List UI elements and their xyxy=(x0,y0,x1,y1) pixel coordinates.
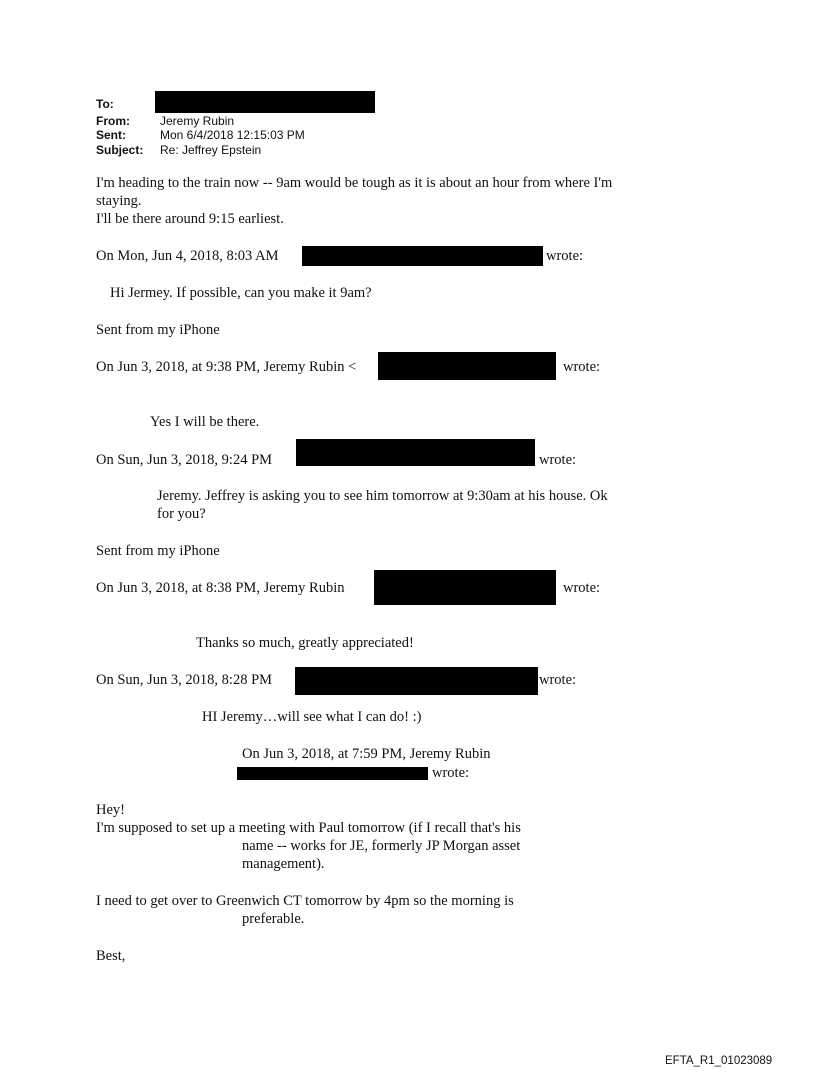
message-line: I'll be there around 9:15 earliest. xyxy=(96,211,284,227)
redaction-bar xyxy=(237,767,428,780)
subject-label: Subject: xyxy=(96,143,144,157)
quote-wrote: wrote: xyxy=(539,672,577,688)
quote-attribution: On Mon, Jun 4, 2018, 8:03 AM xyxy=(96,248,279,264)
message-line: Hey! xyxy=(96,802,125,818)
message-line: I'm supposed to set up a meeting with Paul tomorrow (if I recall that's his xyxy=(96,820,521,836)
document-id: EFTA_R1_01023089 xyxy=(665,1055,773,1067)
message-line: management). xyxy=(242,856,325,872)
redaction-bar xyxy=(302,246,543,266)
quote-attribution: On Sun, Jun 3, 2018, 8:28 PM xyxy=(96,672,273,688)
message-line: Best, xyxy=(96,948,126,964)
message-line: Yes I will be there. xyxy=(150,414,260,430)
quote-attribution: On Jun 3, 2018, at 8:38 PM, Jeremy Rubin xyxy=(96,580,345,596)
message-line: preferable. xyxy=(242,911,305,927)
sent-label: Sent: xyxy=(96,128,126,142)
to-label: To: xyxy=(96,97,114,111)
redaction-bar xyxy=(155,91,375,113)
subject-value: Re: Jeffrey Epstein xyxy=(160,143,262,157)
quote-wrote: wrote: xyxy=(546,248,584,264)
quote-wrote: wrote: xyxy=(563,359,601,375)
message-line: Jeremy. Jeffrey is asking you to see him tomorrow at 9:30am at his house. Ok xyxy=(157,488,608,504)
message-line: for you? xyxy=(157,506,206,522)
message-line: I'm heading to the train now -- 9am would be tough as it is about an hour from where I'm xyxy=(96,175,613,191)
signature: Sent from my iPhone xyxy=(96,543,220,559)
quote-wrote: wrote: xyxy=(539,452,577,468)
redaction-bar xyxy=(378,352,556,380)
message-line: staying. xyxy=(96,193,142,209)
quote-wrote: wrote: xyxy=(432,765,470,781)
quote-attribution: On Jun 3, 2018, at 7:59 PM, Jeremy Rubin xyxy=(242,746,491,762)
redaction-bar xyxy=(374,570,556,605)
quote-wrote: wrote: xyxy=(563,580,601,596)
message-line: name -- works for JE, formerly JP Morgan asset xyxy=(242,838,521,854)
message-line: Thanks so much, greatly appreciated! xyxy=(196,635,414,651)
signature: Sent from my iPhone xyxy=(96,322,220,338)
from-value: Jeremy Rubin xyxy=(160,114,235,128)
quote-attribution: On Jun 3, 2018, at 9:38 PM, Jeremy Rubin < xyxy=(96,359,357,375)
quote-attribution: On Sun, Jun 3, 2018, 9:24 PM xyxy=(96,452,273,468)
from-label: From: xyxy=(96,114,130,128)
message-line: I need to get over to Greenwich CT tomorrow by 4pm so the morning is xyxy=(96,893,514,909)
redaction-bar xyxy=(295,667,538,695)
message-line: Hi Jermey. If possible, can you make it 9am? xyxy=(110,285,372,301)
sent-value: Mon 6/4/2018 12:15:03 PM xyxy=(160,128,305,142)
redaction-bar xyxy=(296,439,535,466)
message-line: HI Jeremy…will see what I can do! :) xyxy=(202,709,422,725)
